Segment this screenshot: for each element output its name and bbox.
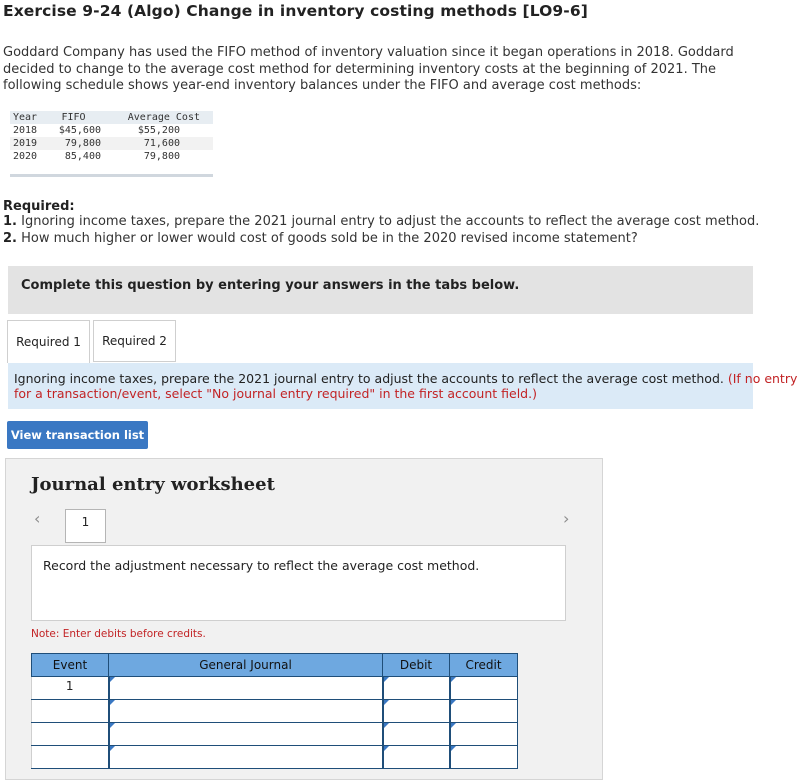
header-event: Event	[32, 654, 109, 677]
cell-avg: 71,600	[101, 137, 213, 150]
table-bottom-rule	[10, 174, 213, 177]
cell-year: 2020	[13, 151, 38, 162]
table-row	[32, 677, 518, 700]
record-instruction-box	[31, 545, 566, 621]
debit-input[interactable]	[383, 677, 450, 700]
journal-table	[31, 653, 517, 769]
dropdown-flag-icon	[451, 677, 456, 682]
dropdown-flag-icon	[110, 700, 115, 705]
event-cell	[32, 723, 109, 746]
account-input[interactable]	[109, 700, 383, 723]
dropdown-flag-icon	[384, 677, 389, 682]
instruction-text	[14, 372, 797, 401]
event-cell: 1	[32, 677, 109, 700]
account-input[interactable]	[109, 677, 383, 700]
cell-avg: 79,800	[143, 151, 180, 162]
required-item-text: Ignoring income taxes, prepare the 2021 journal entry to adjust the accounts to reflect the average cost method.	[21, 214, 760, 229]
dropdown-flag-icon	[110, 746, 115, 751]
col-avg-header: Average Cost	[101, 111, 213, 124]
required-item-2	[3, 231, 638, 246]
debits-note: Note: Enter debits before credits.	[31, 628, 206, 640]
dropdown-flag-icon	[451, 746, 456, 751]
tab-required-1[interactable]: Required 1	[7, 320, 90, 363]
instruction-main: Ignoring income taxes, prepare the 2021 journal entry to adjust the accounts to reflect the average cost method.	[14, 371, 724, 386]
view-transaction-list-button[interactable]: View transaction list	[7, 421, 148, 449]
worksheet-title: Journal entry worksheet	[31, 474, 275, 495]
account-input[interactable]	[109, 746, 383, 769]
required-item-text: How much higher or lower would cost of goods sold be in the 2020 revised income statement?	[21, 231, 638, 246]
inventory-schedule	[10, 111, 213, 163]
required-item-number: 1.	[3, 214, 17, 229]
debit-input[interactable]	[383, 700, 450, 723]
credit-input[interactable]	[450, 677, 518, 700]
debit-input[interactable]	[383, 723, 450, 746]
dropdown-flag-icon	[110, 723, 115, 728]
required-label: Required:	[3, 199, 75, 214]
problem-intro: Goddard Company has used the FIFO method of inventory valuation since it began operations in 2018. Goddard decided to change to the average cost method for determining inventory costs at the beginning of 2021. The following schedule shows year-end inventory balances under the FIFO and average cost methods:	[3, 45, 734, 93]
tab-required-2[interactable]: Required 2	[93, 320, 176, 362]
table-row	[10, 124, 213, 137]
cell-fifo: 79,800	[46, 137, 101, 150]
instruction-note-2: for a transaction/event, select "No journal entry required" in the first account field.)	[14, 385, 537, 401]
header-general-journal: General Journal	[109, 654, 383, 677]
table-row	[32, 700, 518, 723]
cell-fifo: 85,400	[64, 151, 101, 162]
dropdown-flag-icon	[384, 723, 389, 728]
col-fifo-header: FIFO	[46, 111, 101, 124]
cell-avg: $55,200	[137, 125, 180, 136]
event-cell	[32, 746, 109, 769]
cell-year: 2019	[10, 137, 46, 150]
dropdown-flag-icon	[451, 700, 456, 705]
banner-text: Complete this question by entering your answers in the tabs below.	[21, 278, 520, 293]
header-credit: Credit	[450, 654, 518, 677]
required-item-1	[3, 214, 759, 229]
chevron-right-icon[interactable]: ›	[563, 509, 570, 528]
credit-input[interactable]	[450, 746, 518, 769]
cell-year: 2018	[13, 125, 38, 136]
header-debit: Debit	[383, 654, 450, 677]
dropdown-flag-icon	[110, 677, 115, 682]
debit-input[interactable]	[383, 746, 450, 769]
chevron-left-icon[interactable]: ‹	[34, 509, 41, 528]
page-number-box[interactable]: 1	[65, 509, 106, 543]
dropdown-flag-icon	[384, 700, 389, 705]
credit-input[interactable]	[450, 723, 518, 746]
table-row	[10, 137, 213, 150]
credit-input[interactable]	[450, 700, 518, 723]
record-instruction-text: Record the adjustment necessary to reflect the average cost method.	[43, 558, 480, 573]
exercise-title: Exercise 9-24 (Algo) Change in inventory costing methods [LO9-6]	[3, 2, 588, 20]
dropdown-flag-icon	[451, 723, 456, 728]
required-item-number: 2.	[3, 231, 17, 246]
table-row	[32, 723, 518, 746]
table-row	[32, 746, 518, 769]
account-input[interactable]	[109, 723, 383, 746]
col-year-header: Year	[10, 111, 46, 124]
event-cell	[32, 700, 109, 723]
dropdown-flag-icon	[384, 746, 389, 751]
cell-fifo: $45,600	[58, 125, 101, 136]
instruction-note-1: (If no entry	[727, 371, 797, 386]
table-row	[10, 150, 213, 163]
